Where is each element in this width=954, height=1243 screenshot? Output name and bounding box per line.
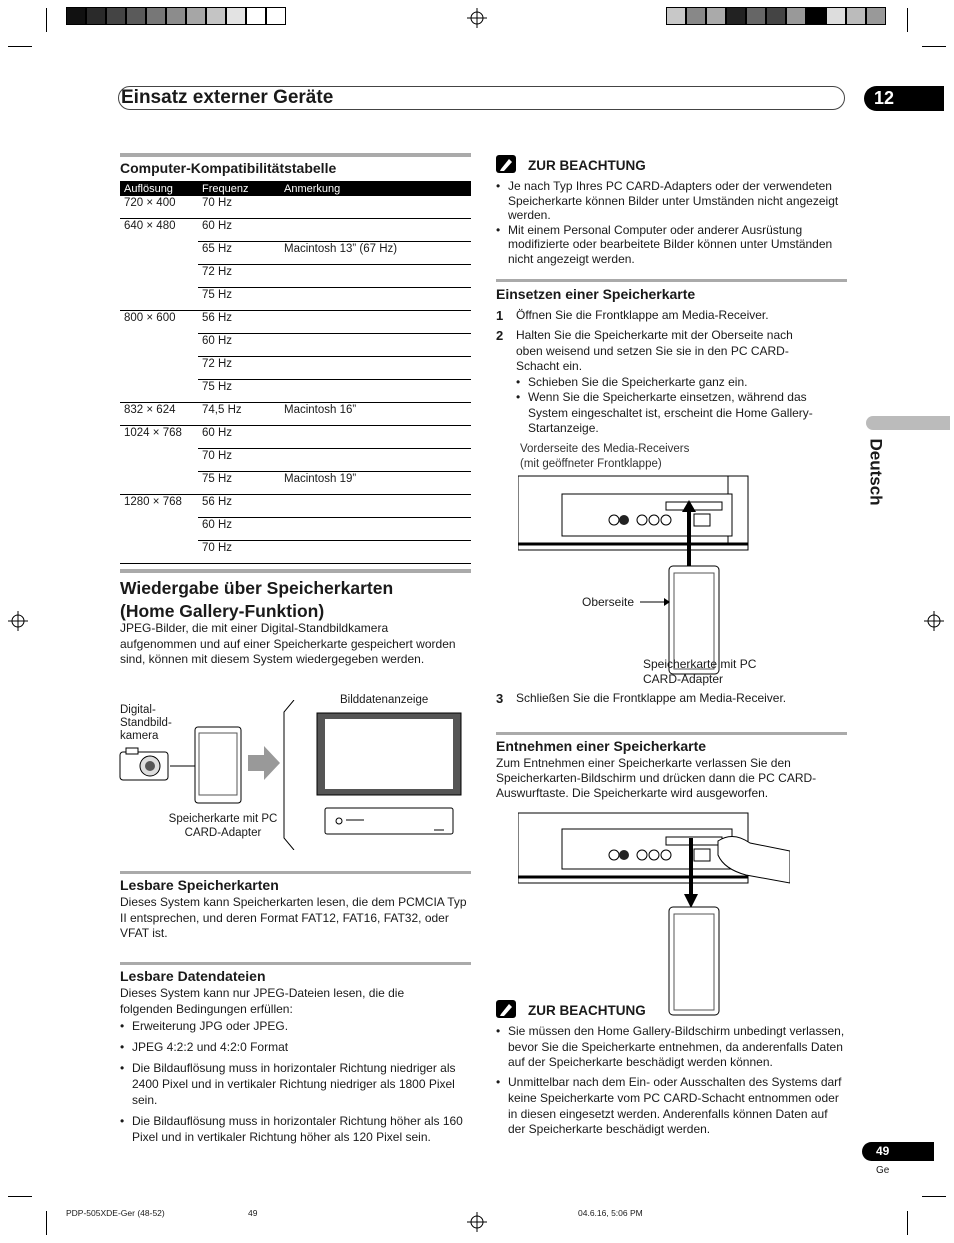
table-cell — [280, 426, 471, 449]
table-header: Anmerkung — [280, 181, 471, 196]
top-side-label: Oberseite — [582, 595, 635, 609]
table-cell: 72 Hz — [198, 265, 280, 288]
readable-cards-heading: Lesbare Speicherkarten — [120, 877, 279, 893]
table-row — [120, 357, 471, 380]
table-cell — [120, 334, 198, 357]
note1-list — [496, 179, 848, 266]
list-item: • Die Bildauflösung muss in horizontaler Richtung niedriger als 2400 Pixel und in vertikaler Richtung niedriger als 1800 Pixel sein. — [120, 1060, 470, 1108]
memcard-heading-line1: Wiedergabe über Speicherkarten — [120, 578, 394, 598]
remove-heading: Entnehmen einer Speicherkarte — [496, 738, 707, 754]
readable-files-heading: Lesbare Datendateien — [120, 968, 266, 984]
step-text: Öffnen Sie die Frontklappe am Media-Receiver. — [516, 308, 769, 322]
eject-arrow-icon — [684, 838, 698, 908]
registration-mark-icon — [467, 8, 487, 28]
registration-mark-icon — [924, 611, 944, 631]
page-lang-code: Ge — [876, 1165, 890, 1176]
table-cell: Macintosh 16” — [280, 403, 471, 426]
insert-heading: Einsetzen einer Speicherkarte — [496, 286, 696, 302]
table-cell: Macintosh 13” (67 Hz) — [280, 242, 471, 265]
memcard-intro: JPEG-Bilder, die mit einer Digital-Standbildkamera aufgenommen und auf einer Speicherkarte gespeichert worden sind, können mit diesem System wiedergegeben werden. — [120, 621, 456, 666]
chapter-number: 12 — [864, 86, 944, 111]
color-bar-right — [666, 7, 886, 25]
page-title: Einsatz externer Geräte — [121, 87, 334, 108]
table-cell — [280, 541, 471, 564]
table-cell: 75 Hz — [198, 288, 280, 311]
crop-mark — [907, 1211, 908, 1235]
camera-label: Digital-Standbild-kamera — [120, 704, 172, 742]
list-item: • Die Bildauflösung muss in horizontaler Richtung höher als 160 Pixel und in vertikaler Richtung höher als 120 Pixel sein. — [120, 1113, 470, 1145]
table-cell: 800 × 600 — [124, 312, 176, 324]
receiver-front-illustration — [518, 474, 750, 554]
crop-mark — [922, 1196, 946, 1197]
page-number: 49 — [862, 1142, 934, 1161]
table-cell: 56 Hz — [198, 311, 280, 334]
table-row — [120, 242, 471, 265]
plasma-display-icon — [316, 712, 462, 796]
color-bar-left — [66, 7, 286, 25]
table-row — [120, 541, 471, 564]
table-cell: 70 Hz — [198, 449, 280, 472]
table-cell: Macintosh 19” — [280, 472, 471, 495]
compat-table — [120, 181, 471, 564]
table-cell: 60 Hz — [198, 518, 280, 541]
table-cell: 75 Hz — [198, 472, 280, 495]
table-cell — [280, 334, 471, 357]
table-row — [120, 495, 471, 518]
note2-list — [496, 1024, 848, 1138]
crop-mark — [8, 46, 32, 47]
table-cell — [280, 518, 471, 541]
table-row — [120, 518, 471, 541]
table-header: Frequenz — [198, 181, 280, 196]
table-row — [120, 472, 471, 495]
table-cell: 74,5 Hz — [198, 403, 280, 426]
table-cell: 65 Hz — [198, 242, 280, 265]
table-cell — [280, 357, 471, 380]
list-item: • Unmittelbar nach dem Ein- oder Ausschalten des Systems darf keine Speicherkarte vom PC CARD-Schacht entnommen oder in diesen eingesetzt werden. Anderenfalls können Daten auf der Speicherkarte beschädigt werden. — [496, 1075, 848, 1138]
step2-list — [496, 375, 848, 437]
display-label: Bilddatenanzeige — [340, 694, 429, 706]
crop-mark — [8, 1196, 32, 1197]
table-cell: 60 Hz — [198, 219, 280, 242]
section-rule — [496, 732, 847, 735]
note-icon — [496, 1000, 516, 1018]
table-cell: 72 Hz — [198, 357, 280, 380]
note-icon — [496, 155, 516, 173]
list-item: • Schieben Sie die Speicherkarte ganz ein. — [516, 375, 848, 391]
section-rule — [496, 279, 847, 282]
page-title-bar — [118, 86, 845, 110]
table-row — [120, 265, 471, 288]
table-cell — [280, 288, 471, 311]
table-cell: 60 Hz — [198, 334, 280, 357]
table-cell — [120, 541, 198, 564]
table-cell — [120, 288, 198, 311]
table-cell — [120, 265, 198, 288]
media-receiver-icon — [324, 806, 454, 836]
table-cell — [280, 196, 471, 219]
footer-page: 49 — [248, 1208, 258, 1218]
insert-step-1 — [496, 308, 846, 324]
table-cell — [120, 380, 198, 403]
insert-step-2 — [496, 328, 848, 437]
footer-file: PDP-505XDE-Ger (48-52) — [66, 1208, 165, 1218]
section-rule — [120, 569, 471, 573]
step-text: Halten Sie die Speicherkarte mit der Oberseite nach oben weisend und setzen Sie sie in den PC CARD-Schacht ein. — [516, 328, 793, 373]
list-item: • Je nach Typ Ihres PC CARD-Adapters oder der verwendeten Speicherkarte können Bilder unter Umständen nicht angezeigt werden. — [496, 179, 848, 223]
step-text: Schließen Sie die Frontklappe am Media-Receiver. — [516, 691, 787, 705]
bracket-line — [282, 700, 296, 850]
table-cell: 75 Hz — [198, 380, 280, 403]
table-cell — [280, 380, 471, 403]
table-cell: 60 Hz — [198, 426, 280, 449]
table-row — [120, 334, 471, 357]
table-row — [120, 449, 471, 472]
list-item: • Mit einem Personal Computer oder anderer Ausrüstung modifizierte oder bearbeitete Bilder können unter Umständen nicht angezeigt werden. — [496, 223, 848, 267]
memcard-heading — [120, 577, 393, 623]
camera-icon — [118, 746, 170, 782]
section-rule — [120, 962, 471, 965]
table-cell — [280, 311, 471, 334]
note1-heading: ZUR BEACHTUNG — [528, 158, 646, 173]
table-cell — [120, 518, 198, 541]
memcard-heading-line2: (Home Gallery-Funktion) — [120, 601, 325, 621]
readable-files-list — [120, 1019, 470, 1145]
step-number: 2 — [496, 328, 504, 343]
section-rule — [120, 153, 471, 157]
step-number: 3 — [496, 691, 504, 706]
receiver-eject-illustration — [518, 811, 790, 887]
table-cell — [280, 495, 471, 518]
list-item: • Wenn Sie die Speicherkarte einsetzen, während das System eingeschaltet ist, erscheint die Home Gallery-Startanzeige. — [516, 390, 848, 437]
table-cell: 1280 × 768 — [124, 496, 182, 508]
card-label: Speicherkarte mit PC CARD-Adapter — [168, 813, 278, 839]
table-row — [120, 219, 471, 242]
step-number: 1 — [496, 308, 504, 323]
note2-heading: ZUR BEACHTUNG — [528, 1003, 646, 1018]
compat-table-heading: Computer-Kompatibilitätstabelle — [120, 160, 337, 176]
table-cell — [120, 472, 198, 495]
pointer-arrow-icon — [640, 597, 670, 607]
table-cell — [280, 265, 471, 288]
insert-arrow-icon — [682, 500, 696, 568]
readable-cards-text: Dieses System kann Speicherkarten lesen, die dem PCMCIA Typ II entsprechen, und deren Format FAT12, FAT16, FAT32, oder VFAT ist. — [120, 895, 467, 940]
table-cell: 70 Hz — [198, 541, 280, 564]
list-item: • Sie müssen den Home Gallery-Bildschirm unbedingt verlassen, bevor Sie die Speicherkarte entnehmen, da anderenfalls Daten auf der Speicherkarte beschädigt werden können. — [496, 1024, 848, 1071]
insert-card-label: Speicherkarte mit PC CARD-Adapter — [643, 657, 757, 686]
home-gallery-illustration — [118, 690, 470, 850]
crop-mark — [46, 8, 47, 32]
section-rule — [120, 871, 471, 874]
table-row — [120, 426, 471, 449]
table-cell: 1024 × 768 — [124, 427, 182, 439]
insert-step-3 — [496, 691, 846, 707]
footer-date: 04.6.16, 5:06 PM — [578, 1208, 643, 1218]
table-cell — [120, 449, 198, 472]
language-tab-bar — [866, 416, 950, 430]
connector-line — [170, 764, 196, 768]
table-cell — [280, 219, 471, 242]
table-cell — [120, 242, 198, 265]
crop-mark — [46, 1211, 47, 1235]
table-cell: 720 × 400 — [120, 196, 198, 219]
memory-card-icon — [668, 906, 720, 1016]
language-tab: Deutsch — [866, 438, 886, 506]
table-row — [120, 311, 471, 334]
table-header: Auflösung — [120, 181, 198, 196]
table-header-row — [120, 181, 471, 196]
table-cell — [120, 357, 198, 380]
table-cell: 70 Hz — [198, 196, 280, 219]
arrow-right-icon — [248, 746, 280, 780]
insert-figure-caption: Vorderseite des Media-Receivers (mit geöffneter Frontklappe) — [520, 443, 690, 470]
table-row — [120, 288, 471, 311]
crop-mark — [907, 8, 908, 32]
table-cell: 640 × 480 — [124, 220, 176, 232]
table-row — [120, 403, 471, 426]
table-row — [120, 380, 471, 403]
readable-files-intro: Dieses System kann nur JPEG-Dateien lesen, die die folgenden Bedingungen erfüllen: — [120, 986, 405, 1016]
remove-text: Zum Entnehmen einer Speicherkarte verlassen Sie den Speicherkarten-Bildschirm und drücken dann die PC CARD-Auswurftaste. Die Speicherkarte wird ausgeworfen. — [496, 756, 817, 800]
list-item: • Erweiterung JPG oder JPEG. — [120, 1019, 470, 1035]
list-item: • JPEG 4:2:2 und 4:2:0 Format — [120, 1040, 470, 1056]
table-cell — [280, 449, 471, 472]
table-cell: 832 × 624 — [120, 403, 198, 426]
registration-mark-icon — [467, 1212, 487, 1232]
table-row — [120, 196, 471, 219]
crop-mark — [922, 46, 946, 47]
memory-card-icon — [194, 726, 242, 804]
registration-mark-icon — [8, 611, 28, 631]
table-cell: 56 Hz — [198, 495, 280, 518]
